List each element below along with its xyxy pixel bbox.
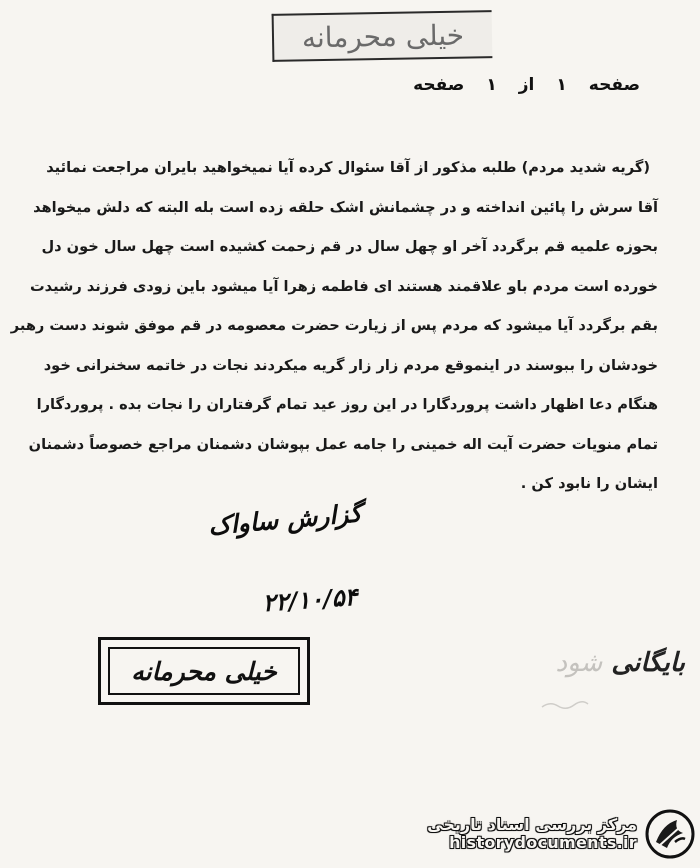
bottom-stamp-text: خیلی محرمانه	[131, 656, 277, 686]
body-line: (گریه شدید مردم) طلبه مذکور از آقا سئوال کرده آیا نمیخواهید بایران مراجعت نمائید	[46, 159, 650, 176]
watermark-text	[427, 816, 637, 851]
body-line: بحوزه علمیه قم برگردد آخر او چهل سال در قم زحمت کشیده است چهل سال خون دل	[41, 238, 658, 255]
body-line: تمام منویات حضرت آیت اله خمینی را جامه عمل بپوشان دشمنان مراجع خصوصاً دشمنان	[28, 435, 658, 453]
top-stamp-text: خیلی محرمانه	[301, 18, 465, 54]
body-line: ایشان را نابود کن .	[520, 475, 658, 492]
handwritten-date: ۲۲/۱۰/۵۴	[261, 581, 359, 618]
archive-note	[455, 648, 685, 698]
body-line: هنگام دعا اظهار داشت پروردگارا در این روز عید تمام گرفتاران را نجات بده . پروردگارا	[36, 396, 658, 413]
body-line: خودشان را ببوسند در اینموقع مردم زار زار گریه میکردند نجات در خاتمه سخنرانی خود	[43, 356, 658, 374]
watermark-title: مرکز بررسی اسناد تاریخی	[427, 815, 637, 835]
watermark-url: historydocuments.ir	[449, 833, 637, 852]
archive-note-text: بایگانی	[611, 648, 685, 678]
body-line: آقا سرش را پائین انداخته و در چشمانش اشک حلقه زده است بله البته که دلش میخواهد	[33, 198, 658, 216]
faint-scrawl	[540, 698, 590, 712]
page-word: صفحه	[588, 75, 640, 95]
page-number: ۱	[556, 75, 567, 95]
bottom-classification-stamp	[98, 637, 310, 705]
page-word-2: صفحه	[413, 75, 465, 95]
top-classification-stamp	[272, 10, 493, 62]
archive-watermark	[410, 806, 695, 862]
body-line: بقم برگردد آیا میشود که مردم پس از زیارت حضرت معصومه در قم موفق شوند دست رهبر	[10, 317, 658, 334]
bottom-stamp-inner	[108, 647, 300, 695]
body-line: خورده است مردم باو علاقمند هستند ای فاطمه زهرا آیا میشود باین زودی فرزند رشیدت	[29, 277, 658, 295]
handwritten-signature: گزارش ساواک	[207, 498, 363, 541]
from-word: از	[518, 75, 535, 95]
book-quill-logo-icon	[645, 809, 695, 859]
page-total: ۱	[486, 75, 497, 95]
archive-note-faint: شود	[555, 648, 603, 678]
document-body	[10, 148, 658, 504]
page-number-line	[370, 75, 640, 95]
